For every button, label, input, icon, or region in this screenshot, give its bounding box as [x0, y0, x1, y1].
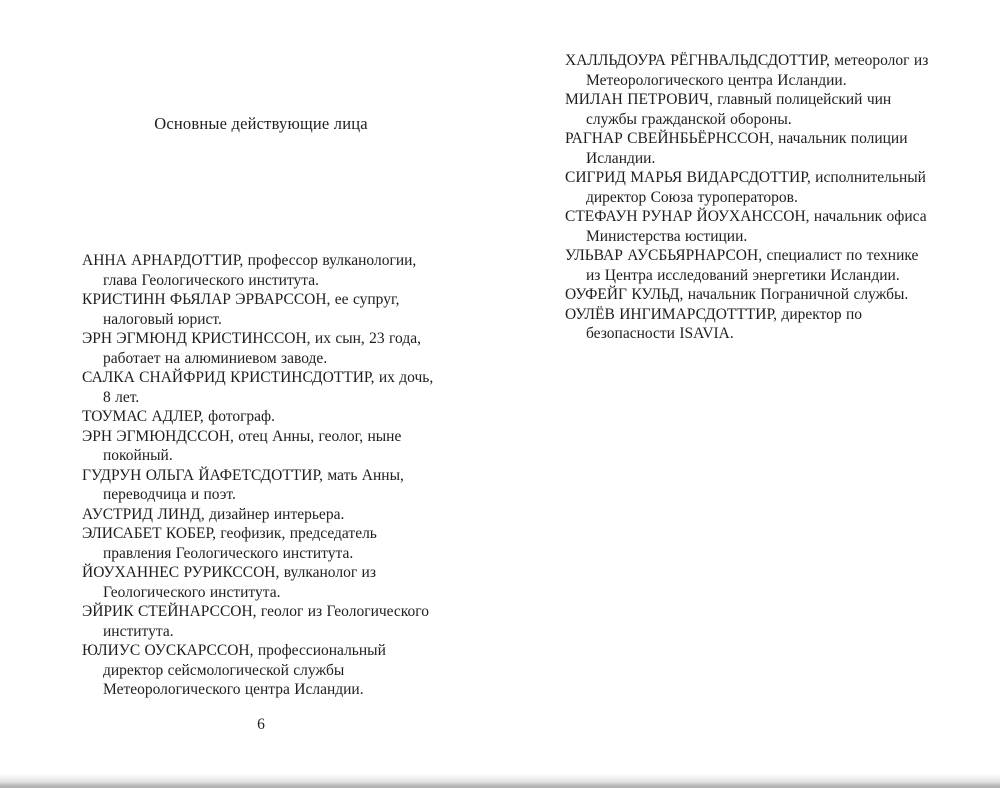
list-item: ТОУМАС АДЛЕР, фотограф.	[82, 408, 275, 425]
page-number: 6	[257, 716, 265, 733]
list-item: ЭЛИСАБЕТ КОБЕР, геофизик, председатель правления Геологического института.	[82, 525, 377, 562]
list-item: ЙОУХАННЕС РУРИКССОН, вулканолог из Геологического института.	[82, 564, 376, 601]
list-item: МИЛАН ПЕТРОВИЧ, главный полицейский чин службы гражданской обороны.	[565, 91, 892, 128]
list-item: АУСТРИД ЛИНД, дизайнер интерьера.	[82, 505, 345, 523]
list-item: СИГРИД МАРЬЯ ВИДАРСДОТТИР, исполнительный директор Союза туроператоров.	[565, 169, 926, 206]
list-item: КРИСТИНН ФЬЯЛАР ЭРВАРССОН, ее супруг, налоговый юрист.	[82, 291, 400, 328]
list-item: ЭЙРИК СТЕЙНАРССОН, геолог из Геологического института.	[82, 603, 430, 640]
list-item: ОУЛЁВ ИНГИМАРСДОТТТИР, директор по безопасности ISAVIA.	[565, 305, 863, 342]
list-item: СТЕФАУН РУНАР ЙОУХАНССОН, начальник офиса Министерства юстиции.	[565, 208, 927, 245]
list-item: ХАЛЛЬДОУРА РЁГНВАЛЬДСДОТТИР, метеоролог из Метеорологического центра Исландии.	[565, 52, 929, 89]
character-list-right-page	[565, 51, 937, 344]
list-item: РАГНАР СВЕЙНБЬЁРНССОН, начальник полиции Исландии.	[565, 130, 908, 167]
list-item: ГУДРУН ОЛЬГА ЙАФЕТСДОТТИР, мать Анны, переводчица и поэт.	[82, 466, 404, 503]
list-item: АННА АРНАРДОТТИР, профессор вулканологии, глава Геологического института.	[82, 252, 417, 289]
list-item: ЭРН ЭГМЮНД КРИСТИНССОН, их сын, 23 года, работает на алюминиевом заводе.	[82, 330, 421, 367]
list-item: УЛЬВАР АУСБЬЯРНАРСОН, специалист по технике из Центра исследований энергетики Исландии.	[565, 247, 919, 284]
scan-edge-shadow	[0, 774, 1000, 788]
list-item: ОУФЕЙГ КУЛЬД, начальник Пограничной службы.	[565, 286, 909, 303]
list-item: САЛКА СНАЙФРИД КРИСТИНСДОТТИР, их дочь, 8 лет.	[82, 369, 434, 406]
character-list-left-page	[82, 251, 440, 700]
list-item: ЭРН ЭГМЮНДССОН, отец Анны, геолог, ныне покойный.	[82, 427, 402, 464]
list-item: ЮЛИУС ОУСКАРССОН, профессиональный директор сейсмологической службы Метеорологического центра Исландии.	[82, 642, 386, 698]
page-title: Основные действующие лица	[154, 114, 368, 133]
